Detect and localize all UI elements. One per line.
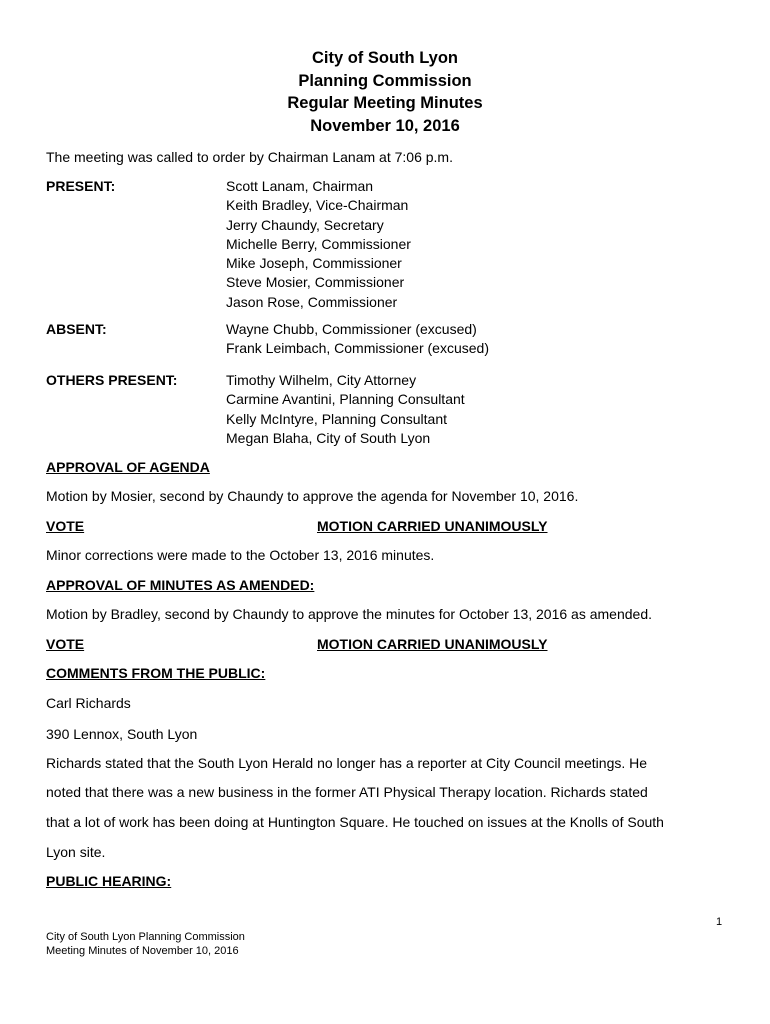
approval-minutes-vote-result: MOTION CARRIED UNANIMOUSLY — [317, 636, 548, 652]
approval-agenda-vote-result: MOTION CARRIED UNANIMOUSLY — [317, 518, 548, 534]
document-title — [0, 47, 770, 137]
public-comment-line: noted that there was a new business in the former ATI Physical Therapy location. Richards stated — [46, 784, 648, 800]
others-present-label: OTHERS PRESENT: — [46, 372, 178, 388]
public-comment-address: 390 Lennox, South Lyon — [46, 726, 198, 742]
public-comment-line: that a lot of work has been doing at Huntington Square. He touched on issues at the Knolls of South — [46, 814, 664, 830]
present-name: Michelle Berry, Commissioner — [226, 235, 411, 252]
present-name: Scott Lanam, Chairman — [226, 178, 374, 194]
approval-minutes-heading: APPROVAL OF MINUTES AS AMENDED: — [46, 577, 315, 593]
title-date: November 10, 2016 — [310, 116, 460, 135]
present-name: Keith Bradley, Vice-Chairman — [226, 197, 409, 214]
present-name: Jason Rose, Commissioner — [226, 293, 398, 310]
minor-corrections: Minor corrections were made to the October 13, 2016 minutes. — [46, 547, 435, 563]
others-present-list — [226, 371, 465, 448]
approval-minutes-motion: Motion by Bradley, second by Chaundy to approve the minutes for October 13, 2016 as amended. — [46, 606, 652, 622]
footer-line: City of South Lyon Planning Commission — [46, 931, 245, 943]
absent-name: Wayne Chubb, Commissioner (excused) — [226, 321, 477, 337]
page-number: 1 — [716, 916, 723, 928]
call-to-order: The meeting was called to order by Chairman Lanam at 7:06 p.m. — [46, 149, 453, 165]
public-hearing-heading: PUBLIC HEARING: — [46, 873, 172, 889]
approval-minutes-vote-label: VOTE — [46, 636, 85, 652]
approval-agenda-vote-label: VOTE — [46, 518, 85, 534]
absent-list — [226, 320, 489, 359]
present-name: Jerry Chaundy, Secretary — [226, 216, 384, 233]
others-present-name: Timothy Wilhelm, City Attorney — [226, 372, 417, 388]
title-city: City of South Lyon — [311, 49, 459, 67]
approval-agenda-heading: APPROVAL OF AGENDA — [46, 459, 210, 475]
public-comment-line: Lyon site. — [46, 844, 106, 860]
public-comment-line: Richards stated that the South Lyon Herald no longer has a reporter at City Council meetings. He — [46, 755, 648, 771]
public-comment-name: Carl Richards — [46, 695, 131, 711]
others-present-name: Megan Blaha, City of South Lyon — [226, 429, 431, 446]
title-commission: Planning Commission — [298, 71, 472, 90]
page-footer — [46, 931, 245, 958]
present-name: Steve Mosier, Commissioner — [226, 274, 405, 291]
footer-line: Meeting Minutes of November 10, 2016 — [46, 944, 239, 957]
public-comments-heading: COMMENTS FROM THE PUBLIC: — [46, 665, 266, 681]
present-list — [226, 177, 411, 312]
present-name: Mike Joseph, Commissioner — [226, 255, 402, 272]
absent-name: Frank Leimbach, Commissioner (excused) — [226, 340, 489, 357]
title-meeting-type: Regular Meeting Minutes — [287, 94, 483, 112]
absent-label: ABSENT: — [46, 321, 107, 337]
approval-agenda-motion: Motion by Mosier, second by Chaundy to approve the agenda for November 10, 2016. — [46, 488, 579, 504]
others-present-name: Carmine Avantini, Planning Consultant — [226, 391, 465, 408]
present-label: PRESENT: — [46, 178, 116, 194]
others-present-name: Kelly McIntyre, Planning Consultant — [226, 410, 447, 427]
